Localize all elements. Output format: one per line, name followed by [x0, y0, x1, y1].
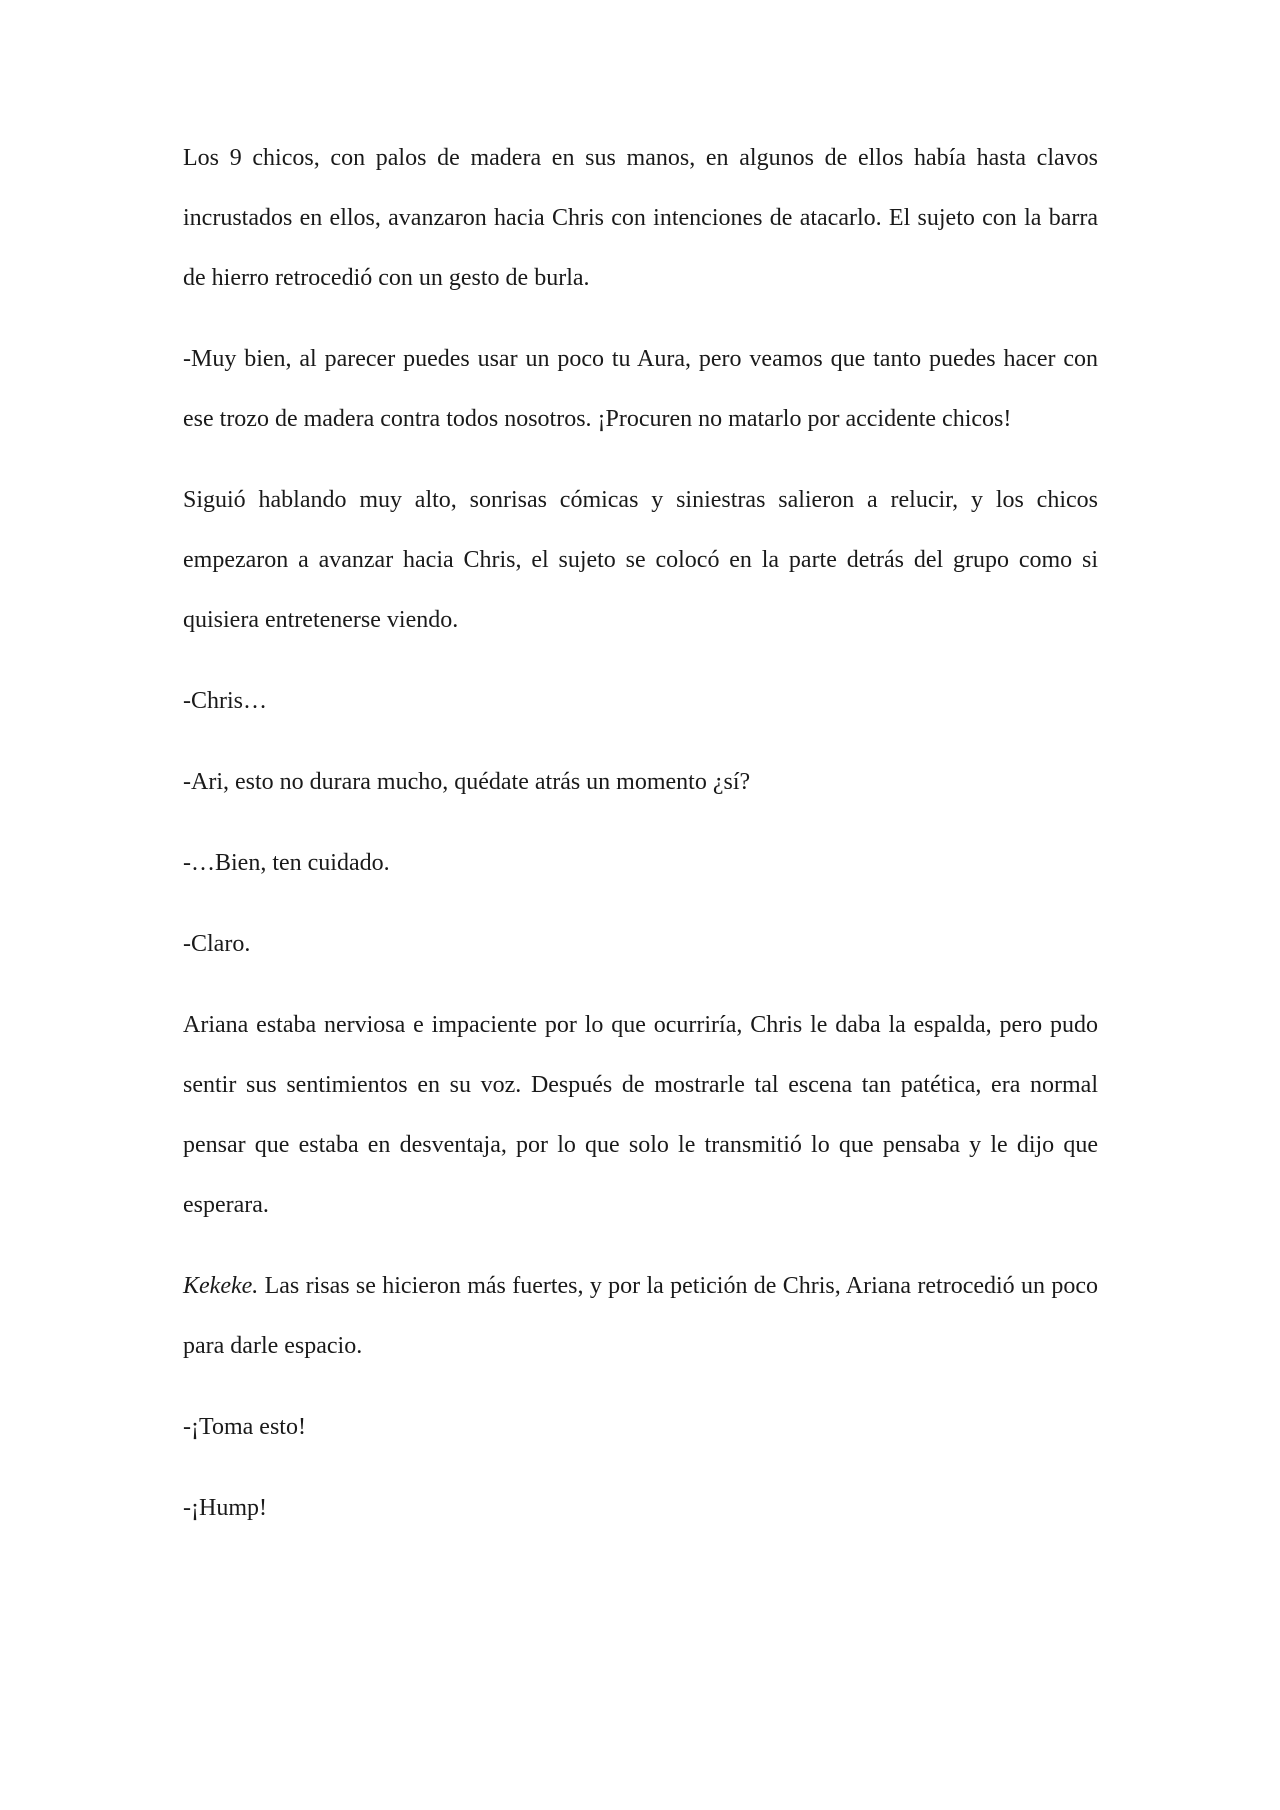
paragraph-9 — [183, 1256, 1098, 1376]
paragraph-9-text: Las risas se hicieron más fuertes, y por la petición de Chris, Ariana retrocedió un poco para darle espacio. — [183, 1273, 1098, 1359]
document-body — [183, 128, 1098, 1538]
paragraph-4: -Chris… — [183, 688, 267, 714]
italic-lead: Kekeke. — [183, 1273, 259, 1299]
paragraph-2: -Muy bien, al parecer puedes usar un poco tu Aura, pero veamos que tanto puedes hacer con ese trozo de madera contra todos nosotros. ¡Procuren no matarlo por accidente chicos! — [183, 346, 1098, 432]
paragraph-7: -Claro. — [183, 931, 251, 957]
paragraph-1: Los 9 chicos, con palos de madera en sus manos, en algunos de ellos había hasta clavos incrustados en ellos, avanzaron hacia Chris con intenciones de atacarlo. El sujeto con la barra de hierro retrocedió con un gesto de burla. — [183, 145, 1098, 291]
paragraph-11: -¡Hump! — [183, 1495, 267, 1521]
paragraph-3: Siguió hablando muy alto, sonrisas cómicas y siniestras salieron a relucir, y los chicos empezaron a avanzar hacia Chris, el sujeto se colocó en la parte detrás del grupo como si quisiera entretenerse viendo. — [183, 487, 1098, 633]
paragraph-6: -…Bien, ten cuidado. — [183, 850, 390, 876]
paragraph-5: -Ari, esto no durara mucho, quédate atrás un momento ¿sí? — [183, 769, 751, 795]
paragraph-10: -¡Toma esto! — [183, 1414, 306, 1440]
paragraph-8: Ariana estaba nerviosa e impaciente por lo que ocurriría, Chris le daba la espalda, pero pudo sentir sus sentimientos en su voz. Después de mostrarle tal escena tan patética, era normal pensar que estaba en desventaja, por lo que solo le transmitió lo que pensaba y le dijo que esperara. — [183, 1012, 1098, 1218]
